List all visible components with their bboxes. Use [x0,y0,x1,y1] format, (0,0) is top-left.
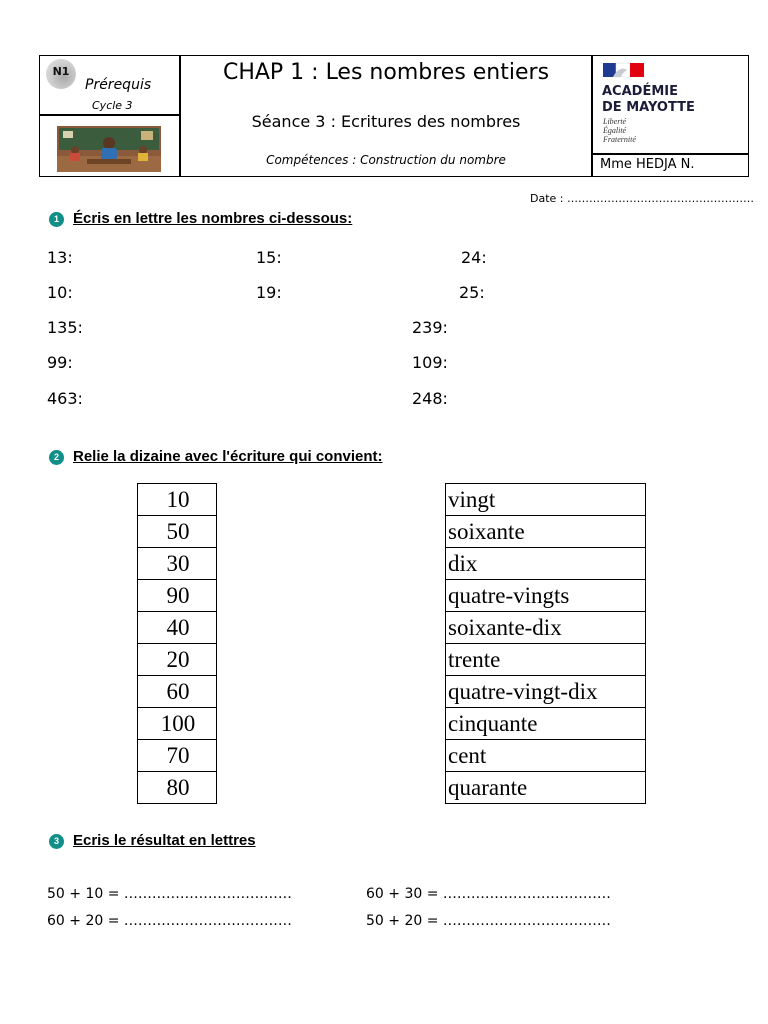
header-table [39,55,749,177]
exercise-2-number: 2 [49,450,64,465]
word-cell[interactable]: cinquante [446,708,646,740]
number-cell[interactable]: 90 [138,580,217,612]
number-label: 109: [412,353,448,372]
exercise-1-number: 1 [49,212,64,227]
number-cell[interactable]: 30 [138,548,217,580]
word-cell[interactable]: soixante [446,516,646,548]
word-cell[interactable]: trente [446,644,646,676]
word-cell[interactable]: dix [446,548,646,580]
number-cell[interactable]: 100 [138,708,217,740]
academy-line-2: DE MAYOTTE [602,100,695,115]
word-cell[interactable]: soixante-dix [446,612,646,644]
number-label: 19: [256,283,282,302]
chapter-title: CHAP 1 : Les nombres entiers [222,60,550,85]
motto-fraternite: Fraternité [603,135,636,144]
date-field[interactable]: Date : …………………………………………… [530,192,754,205]
number-label: 10: [47,283,73,302]
number-label: 239: [412,318,448,337]
exercise-3-title: Ecris le résultat en lettres [73,832,256,849]
cycle-label: Cycle 3 [92,99,133,112]
academy-name [602,84,695,116]
motto-liberte: Liberté [603,117,627,126]
exercise-2-title: Relie la dizaine avec l'écriture qui convient: [73,448,383,465]
number-label: 248: [412,389,448,408]
seance-title: Séance 3 : Ecritures des nombres [251,112,521,131]
number-label: 25: [459,283,485,302]
word-cell[interactable]: vingt [446,484,646,516]
number-cell[interactable]: 50 [138,516,217,548]
academy-line-1: ACADÉMIE [602,84,678,99]
number-label: 13: [47,248,73,267]
addition-line[interactable]: 60 + 20 = ……………………………… [47,913,292,929]
number-cell[interactable]: 60 [138,676,217,708]
prerequis-label: Prérequis [85,77,152,93]
word-cell[interactable]: quatre-vingts [446,580,646,612]
marianne-flag-logo [603,61,647,79]
addition-line[interactable]: 50 + 10 = ……………………………… [47,886,292,902]
number-label: 24: [461,248,487,267]
number-label: 463: [47,389,83,408]
number-label: 15: [256,248,282,267]
academy-motto [603,117,636,144]
number-label: 135: [47,318,83,337]
level-badge: N1 [46,59,76,89]
teacher-name: Mme HEDJA N. [600,157,695,172]
exercise-1-title: Écris en lettre les nombres ci-dessous: [73,210,353,227]
number-label: 99: [47,353,73,372]
words-table [445,483,646,804]
exercise-3-number: 3 [49,834,64,849]
addition-line[interactable]: 50 + 20 = ……………………………… [366,913,611,929]
number-cell[interactable]: 80 [138,772,217,804]
word-cell[interactable]: quatre-vingt-dix [446,676,646,708]
header-divider-teacher [591,153,749,155]
number-cell[interactable]: 70 [138,740,217,772]
header-divider-prereq [40,114,180,116]
word-cell[interactable]: cent [446,740,646,772]
classroom-illustration [57,126,161,172]
addition-line[interactable]: 60 + 30 = ……………………………… [366,886,611,902]
number-cell[interactable]: 20 [138,644,217,676]
word-cell[interactable]: quarante [446,772,646,804]
competences-line: Compétences : Construction du nombre [266,153,506,167]
number-cell[interactable]: 40 [138,612,217,644]
number-cell[interactable]: 10 [138,484,217,516]
motto-egalite: Égalité [603,126,627,135]
numbers-table [137,483,217,804]
